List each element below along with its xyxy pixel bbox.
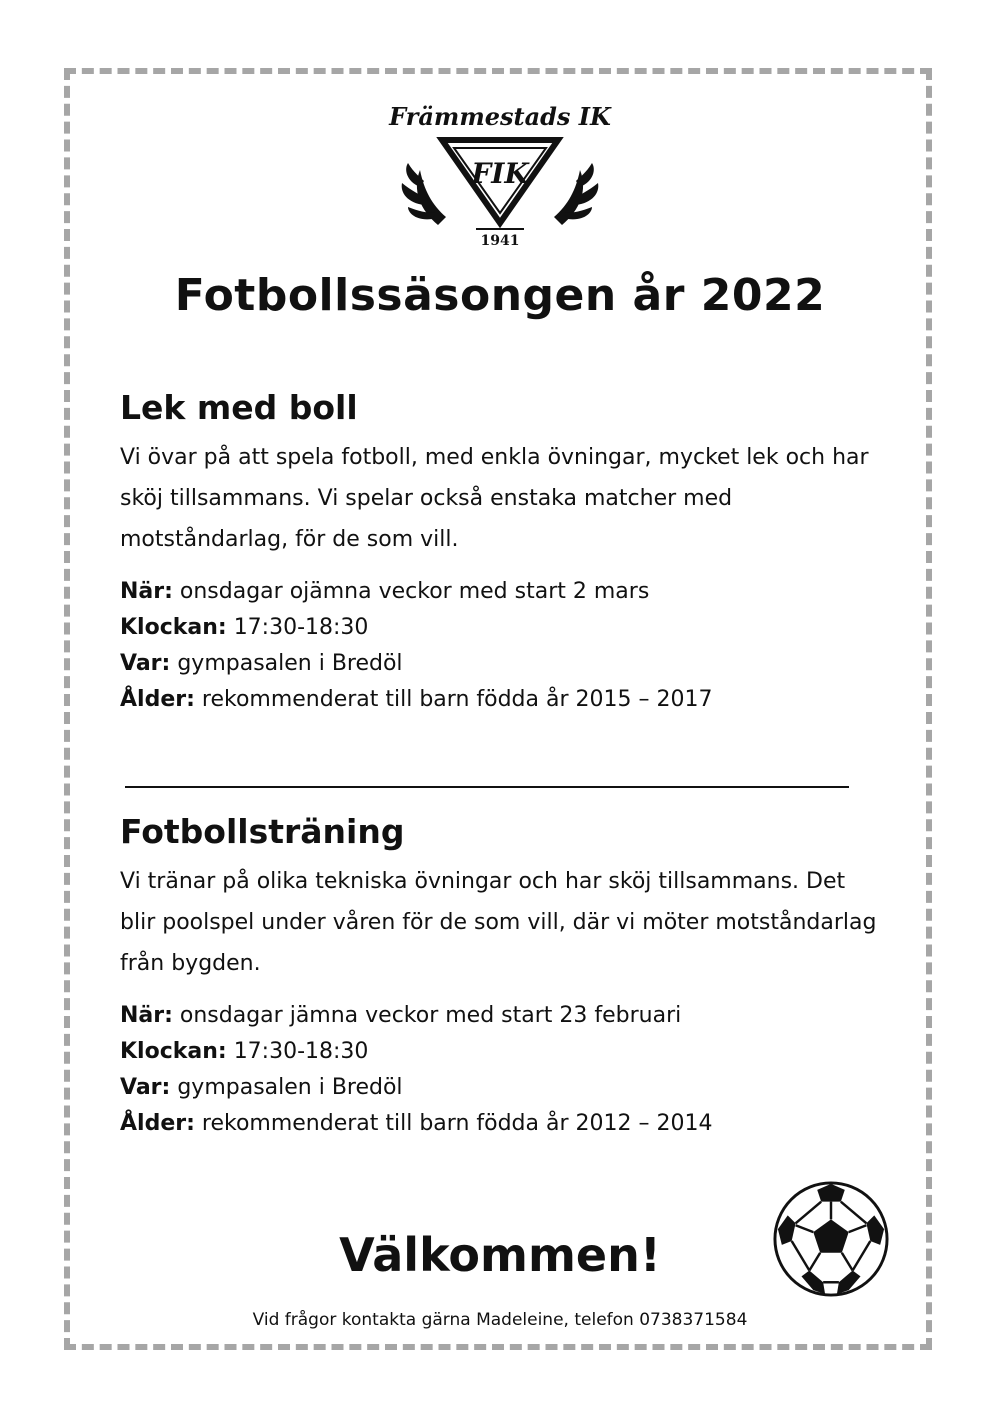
info-place: Var: gympasalen i Bredöl [120, 651, 403, 676]
section-heading: Fotbollsträning [120, 812, 405, 851]
info-age: Ålder: rekommenderat till barn födda år 2012 – 2014 [120, 1111, 713, 1136]
info-time: Klockan: 17:30-18:30 [120, 615, 369, 640]
page-title: Fotbollssäsongen år 2022 [174, 270, 826, 321]
info-age: Ålder: rekommenderat till barn födda år 2015 – 2017 [120, 687, 713, 712]
welcome-heading: Välkommen! [339, 1228, 661, 1282]
svg-text:1941: 1941 [480, 233, 520, 249]
section-fotbollstraning [120, 812, 880, 1142]
info-place: Var: gympasalen i Bredöl [120, 1075, 403, 1100]
svg-text:FIK: FIK [471, 157, 529, 190]
info-when: När: onsdagar jämna veckor med start 23 februari [120, 1003, 682, 1028]
section-divider [125, 786, 849, 788]
contact-info: Vid frågor kontakta gärna Madeleine, telefon 0738371584 [252, 1310, 748, 1330]
section-heading: Lek med boll [120, 388, 358, 427]
svg-text:Främmestads IK: Främmestads IK [389, 102, 611, 131]
info-time: Klockan: 17:30-18:30 [120, 1039, 369, 1064]
club-crest-icon [380, 95, 620, 255]
info-when: När: onsdagar ojämna veckor med start 2 mars [120, 579, 650, 604]
section-lek-med-boll [120, 388, 880, 718]
section-description: Vi tränar på olika tekniska övningar och har sköj tillsammans. Det blir poolspel under våren för de som vill, där vi möter motståndarlag från bygden. [120, 869, 877, 976]
section-description: Vi övar på att spela fotboll, med enkla övningar, mycket lek och har sköj tillsammans. Vi spelar också enstaka matcher med motståndarlag, för de som vill. [120, 445, 869, 552]
